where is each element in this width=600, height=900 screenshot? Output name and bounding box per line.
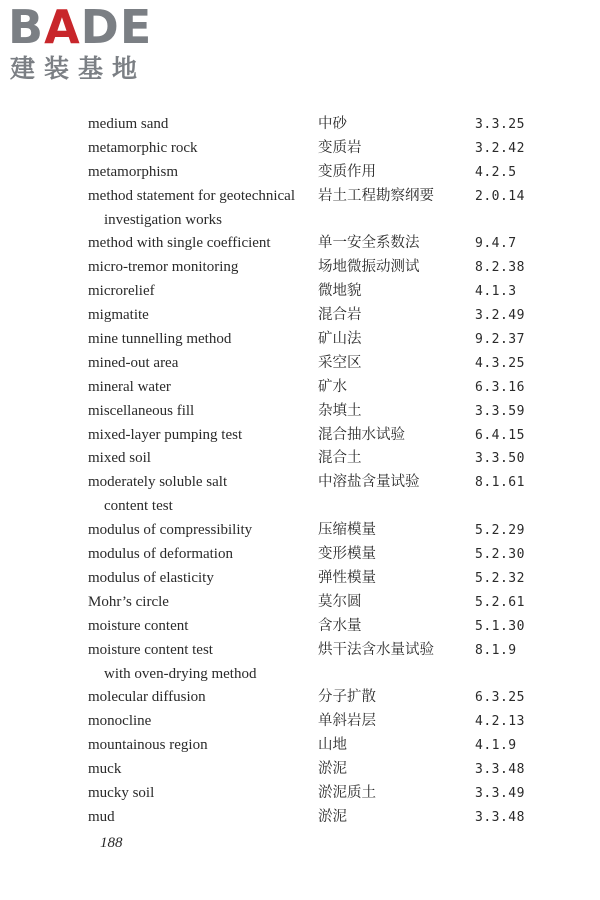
glossary-entry [0,686,600,710]
entry-term [88,280,303,304]
entry-section-ref: 3.3.59 [475,403,525,419]
entry-term [88,710,303,734]
entry-section-ref: 8.1.9 [475,642,517,658]
glossary-entry [0,519,600,543]
entry-term-line: monocline [88,713,152,730]
entry-term-line: mountainous region [88,737,208,754]
entry-section-ref: 6.3.25 [475,690,525,706]
entry-term [88,328,303,352]
entry-term [88,806,303,830]
entry-section-ref: 4.3.25 [475,355,525,371]
entry-term-line: metamorphic rock [88,139,198,156]
entry-term [88,471,303,519]
glossary-list [0,113,600,830]
entry-term-line: method statement for geotechnical [88,187,296,204]
entry-term [88,447,303,471]
entry-chinese-term: 弹性模量 [318,569,376,586]
glossary-entry [0,328,600,352]
glossary-entry [0,280,600,304]
entry-chinese-term: 微地貌 [318,283,362,300]
entry-section-ref: 4.2.13 [475,714,525,730]
entry-chinese-term: 中砂 [318,116,347,132]
glossary-entry [0,256,600,280]
entry-term-line: medium sand [88,116,169,132]
entry-term [88,424,303,448]
entry-term-line: moisture content [88,617,189,634]
entry-section-ref: 3.2.42 [475,140,525,156]
page-number: 188 [100,835,123,851]
glossary-entry [0,424,600,448]
entry-term-line: mud [88,808,115,825]
entry-chinese-term: 场地微振动测试 [318,259,420,276]
entry-chinese-term: 单一安全系数法 [318,235,420,252]
entry-chinese-term: 杂填土 [318,402,362,419]
entry-term [88,137,303,161]
glossary-entry [0,232,600,256]
entry-chinese-term: 淤泥 [318,808,347,825]
entry-term-line: moisture content test [88,641,213,658]
logo-wordmark [8,0,153,54]
entry-chinese-term: 烘干法含水量试验 [318,641,434,658]
entry-term-line: molecular diffusion [88,689,206,706]
entry-term [88,185,303,233]
entry-chinese-term: 采空区 [318,354,362,371]
entry-term-line: modulus of elasticity [88,569,214,586]
entry-term [88,543,303,567]
entry-term [88,376,303,400]
entry-section-ref: 8.2.38 [475,260,525,276]
glossary-entry [0,137,600,161]
logo-letter-b: B [8,0,45,54]
entry-term [88,400,303,424]
entry-term-line: modulus of compressibility [88,522,253,539]
entry-section-ref: 4.1.9 [475,738,517,754]
entry-section-ref: 3.3.48 [475,809,525,825]
entry-term [88,782,303,806]
glossary-entry [0,161,600,185]
entry-chinese-term: 中溶盐含量试验 [318,474,420,491]
entry-section-ref: 5.1.30 [475,618,525,634]
entry-term [88,567,303,591]
entry-chinese-term: 岩土工程勘察纲要 [318,187,434,204]
entry-term-line: microrelief [88,283,155,300]
entry-term-line: moderately soluble salt [88,474,228,491]
entry-term [88,591,303,615]
entry-term [88,734,303,758]
entry-term [88,686,303,710]
entry-chinese-term: 变质岩 [318,139,362,156]
glossary-entry [0,400,600,424]
glossary-entry [0,447,600,471]
entry-section-ref: 5.2.29 [475,523,525,539]
entry-term-line: metamorphism [88,163,178,180]
entry-chinese-term: 莫尔圆 [318,593,362,610]
entry-chinese-term: 含水量 [318,617,362,634]
entry-chinese-term: 矿山法 [318,331,362,348]
entry-term-line: modulus of deformation [88,546,233,563]
entry-section-ref: 3.3.25 [475,117,525,132]
entry-chinese-term: 淤泥质土 [318,784,376,801]
entry-section-ref: 5.2.32 [475,570,525,586]
entry-term [88,615,303,639]
entry-term-line: method with single coefficient [88,235,271,252]
entry-chinese-term: 山地 [318,737,347,754]
entry-term-line: micro-tremor monitoring [88,259,239,276]
glossary-entry [0,567,600,591]
glossary-entry [0,185,600,233]
entry-chinese-term: 变形模量 [318,546,376,563]
logo-letter-a: A [44,0,81,54]
glossary-entry [0,543,600,567]
logo-subtitle: 建装基地 [10,54,147,83]
entry-section-ref: 3.3.50 [475,451,525,467]
entry-chinese-term: 混合土 [318,450,362,467]
entry-term-line: Mohr’s circle [88,593,169,610]
entry-term-line: mixed soil [88,450,151,467]
entry-section-ref: 2.0.14 [475,188,525,204]
entry-term-continuation: with oven-drying method [104,665,257,682]
entry-section-ref: 3.2.49 [475,308,525,324]
entry-chinese-term: 混合抽水试验 [318,426,405,443]
glossary-entry [0,758,600,782]
entry-section-ref: 5.2.30 [475,547,525,563]
entry-term [88,161,303,185]
entry-section-ref: 6.3.16 [475,379,525,395]
logo-letters-de: DE [80,0,153,54]
glossary-entry [0,471,600,519]
entry-section-ref: 6.4.15 [475,427,525,443]
entry-term [88,256,303,280]
glossary-entry [0,113,600,137]
entry-term-line: mined-out area [88,354,179,371]
entry-section-ref: 3.3.48 [475,762,525,778]
glossary-entry [0,304,600,328]
glossary-entry [0,591,600,615]
glossary-entry [0,615,600,639]
entry-section-ref: 4.1.3 [475,284,517,300]
entry-term-line: migmatite [88,307,149,324]
entry-term [88,232,303,256]
entry-term-line: mineral water [88,378,171,395]
entry-term [88,519,303,543]
glossary-entry [0,376,600,400]
glossary-entry [0,782,600,806]
entry-chinese-term: 淤泥 [318,761,347,778]
entry-term-line: mine tunnelling method [88,331,232,348]
entry-term [88,304,303,328]
entry-section-ref: 9.2.37 [475,332,525,348]
glossary-entry [0,734,600,758]
entry-chinese-term: 矿水 [318,378,347,395]
entry-chinese-term: 压缩模量 [318,522,376,539]
entry-term [88,352,303,376]
entry-term [88,758,303,782]
entry-chinese-term: 变质作用 [318,163,376,180]
entry-section-ref: 5.2.61 [475,594,525,610]
entry-chinese-term: 混合岩 [318,307,362,324]
brand-logo [8,0,178,86]
entry-term-continuation: investigation works [104,211,222,228]
entry-chinese-term: 单斜岩层 [318,713,376,730]
glossary-entry [0,352,600,376]
entry-section-ref: 3.3.49 [475,785,525,801]
entry-term [88,113,303,137]
entry-term-continuation: content test [104,498,173,515]
entry-section-ref: 9.4.7 [475,236,517,252]
entry-section-ref: 8.1.61 [475,475,525,491]
entry-term [88,639,303,687]
glossary-entry [0,806,600,830]
entry-term-line: mucky soil [88,784,155,801]
entry-term-line: muck [88,761,122,778]
glossary-entry [0,710,600,734]
glossary-entry [0,639,600,687]
entry-term-line: mixed-layer pumping test [88,426,243,443]
entry-chinese-term: 分子扩散 [318,689,376,706]
entry-term-line: miscellaneous fill [88,402,195,419]
entry-section-ref: 4.2.5 [475,164,517,180]
